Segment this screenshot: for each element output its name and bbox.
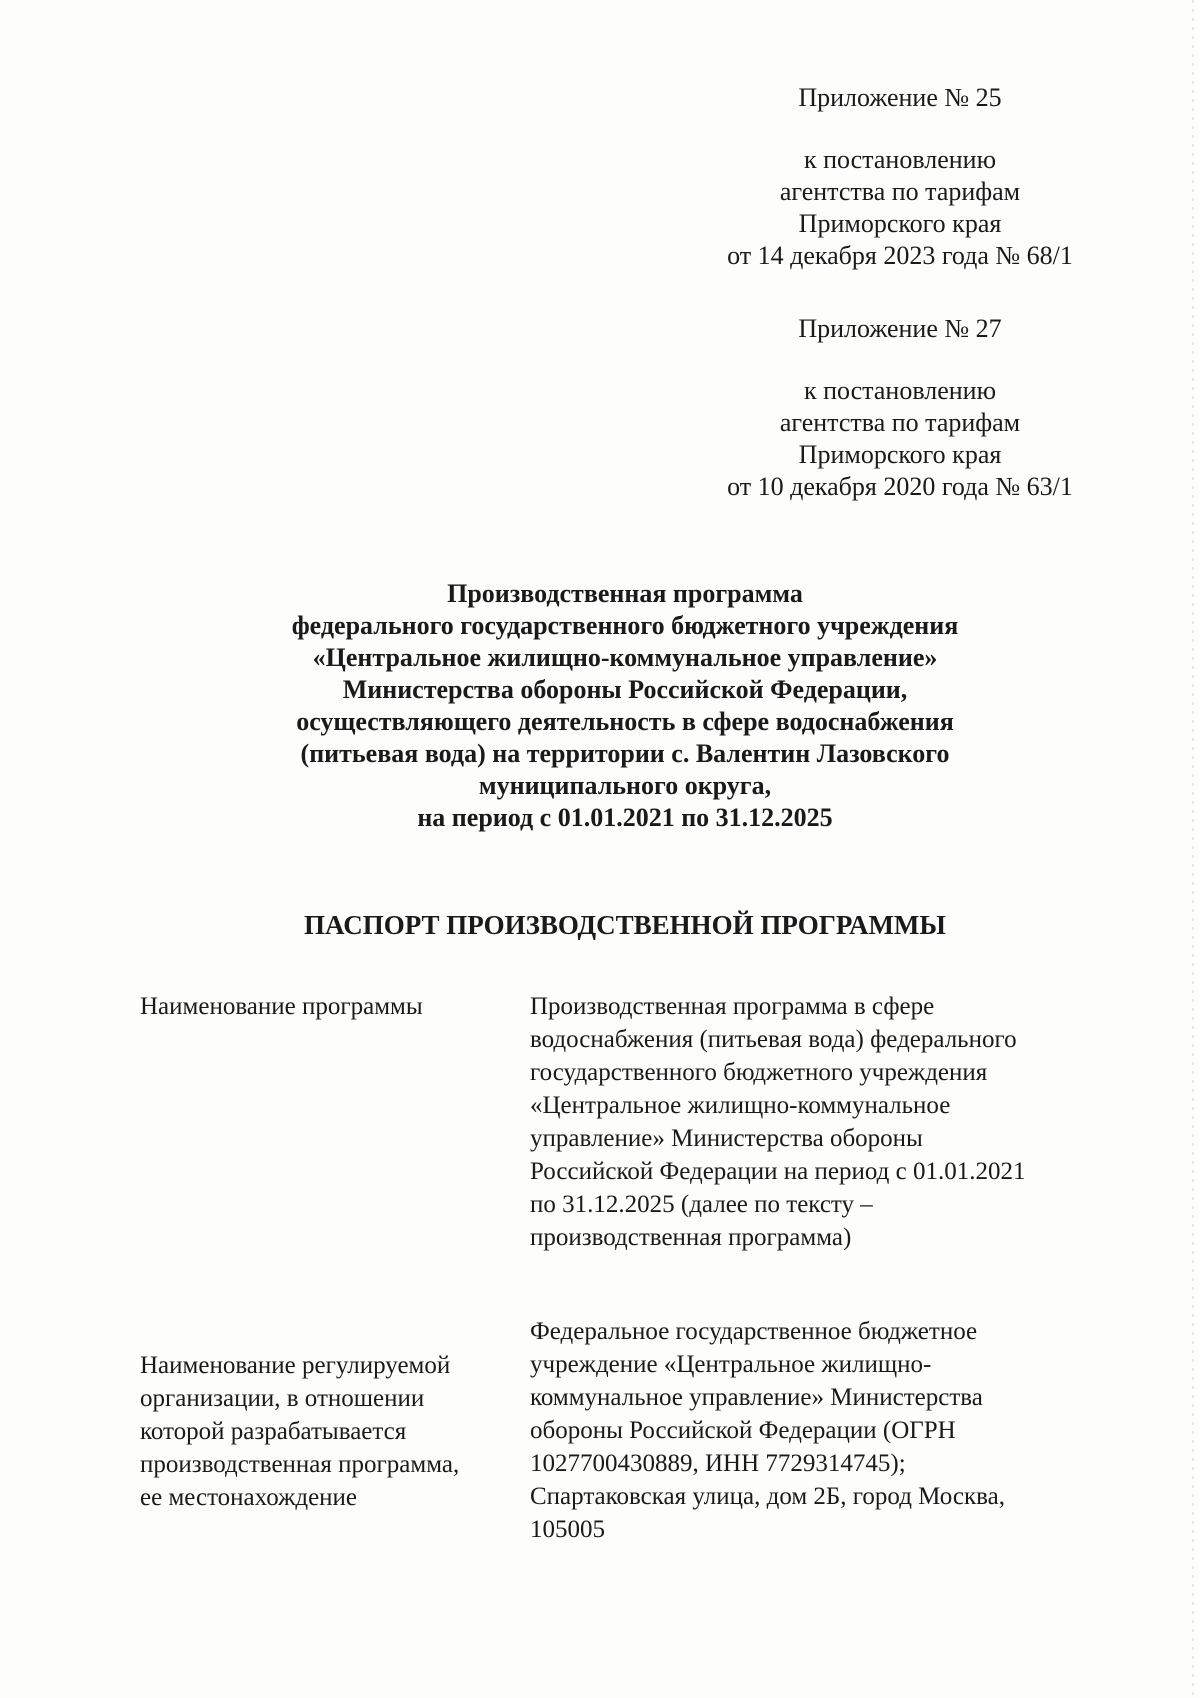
passport-row-organization (140, 1315, 1100, 1615)
approval-line: Приморского края (798, 440, 1002, 469)
field-value (530, 990, 1100, 1254)
title-line: на период с 01.01.2021 по 31.12.2025 (417, 803, 833, 832)
field-value-line: обороны Российской Федерации (ОГРН (530, 1417, 956, 1444)
approval-line: к постановлению (803, 376, 997, 405)
approval-line: Приморского края (798, 209, 1002, 238)
field-label-line: организации, в отношении (140, 1385, 425, 1412)
title-line: муниципального округа, (478, 771, 772, 800)
document-title (160, 578, 1090, 834)
approval-date-number: от 14 декабря 2023 года № 68/1 (727, 241, 1073, 270)
field-value-line: 105005 (530, 1516, 605, 1543)
passport-heading: ПАСПОРТ ПРОИЗВОДСТВЕННОЙ ПРОГРАММЫ (304, 910, 946, 940)
field-value-line: по 31.12.2025 (далее по тексту – (530, 1191, 873, 1218)
field-value-line: Производственная программа в сфере (530, 993, 935, 1020)
title-line: (питьевая вода) на территории с. Валентин Лазовского (300, 739, 950, 768)
field-value-line: Спартаковская улица, дом 2Б, город Москва, (530, 1483, 1005, 1510)
spacer (700, 345, 1100, 375)
approval-line: агентства по тарифам (779, 408, 1021, 437)
approval-line: к постановлению (803, 145, 997, 174)
field-label-line: производственная программа, (140, 1451, 460, 1478)
field-label-line: которой разрабатывается (140, 1418, 407, 1445)
passport-row-program-name (140, 982, 1100, 1282)
title-line: «Центральное жилищно-коммунальное управление» (312, 643, 938, 672)
field-value-line: 1027700430889, ИНН 7729314745); (530, 1450, 906, 1477)
scan-edge-artifact (1192, 0, 1194, 1698)
field-label (140, 1349, 515, 1514)
title-line: осуществляющего деятельность в сфере водоснабжения (296, 707, 954, 736)
field-value-line: «Центральное жилищно-коммунальное (530, 1092, 951, 1119)
field-label (140, 990, 515, 1023)
approval-date-number: от 10 декабря 2020 года № 63/1 (727, 472, 1073, 501)
field-value-line: учреждение «Центральное жилищно- (530, 1351, 932, 1378)
spacer (700, 114, 1100, 144)
field-value (530, 1315, 1100, 1546)
approval-line: агентства по тарифам (779, 177, 1021, 206)
field-label-line: Наименование программы (140, 993, 423, 1020)
field-value-line: Федеральное государственное бюджетное (530, 1318, 978, 1345)
appendix-number: Приложение № 25 (798, 83, 1002, 112)
field-value-line: Российской Федерации на период с 01.01.2021 (530, 1158, 1026, 1185)
field-value-line: управление» Министерства обороны (530, 1125, 923, 1152)
field-value-line: государственного бюджетного учреждения (530, 1059, 988, 1086)
field-label-line: ее местонахождение (140, 1484, 358, 1511)
approval-block-appendix-25 (700, 82, 1100, 272)
field-value-line: коммунальное управление» Министерства (530, 1384, 983, 1411)
field-value-line: водоснабжения (питьевая вода) федерального (530, 1026, 1017, 1053)
field-label-line: Наименование регулируемой (140, 1352, 451, 1379)
appendix-number: Приложение № 27 (798, 314, 1002, 343)
title-line: Производственная программа (447, 579, 803, 608)
title-line: федерального государственного бюджетного учреждения (291, 611, 959, 640)
approval-block-appendix-27 (700, 313, 1100, 503)
field-value-line: производственная программа) (530, 1224, 852, 1251)
title-line: Министерства обороны Российской Федерации, (342, 675, 908, 704)
